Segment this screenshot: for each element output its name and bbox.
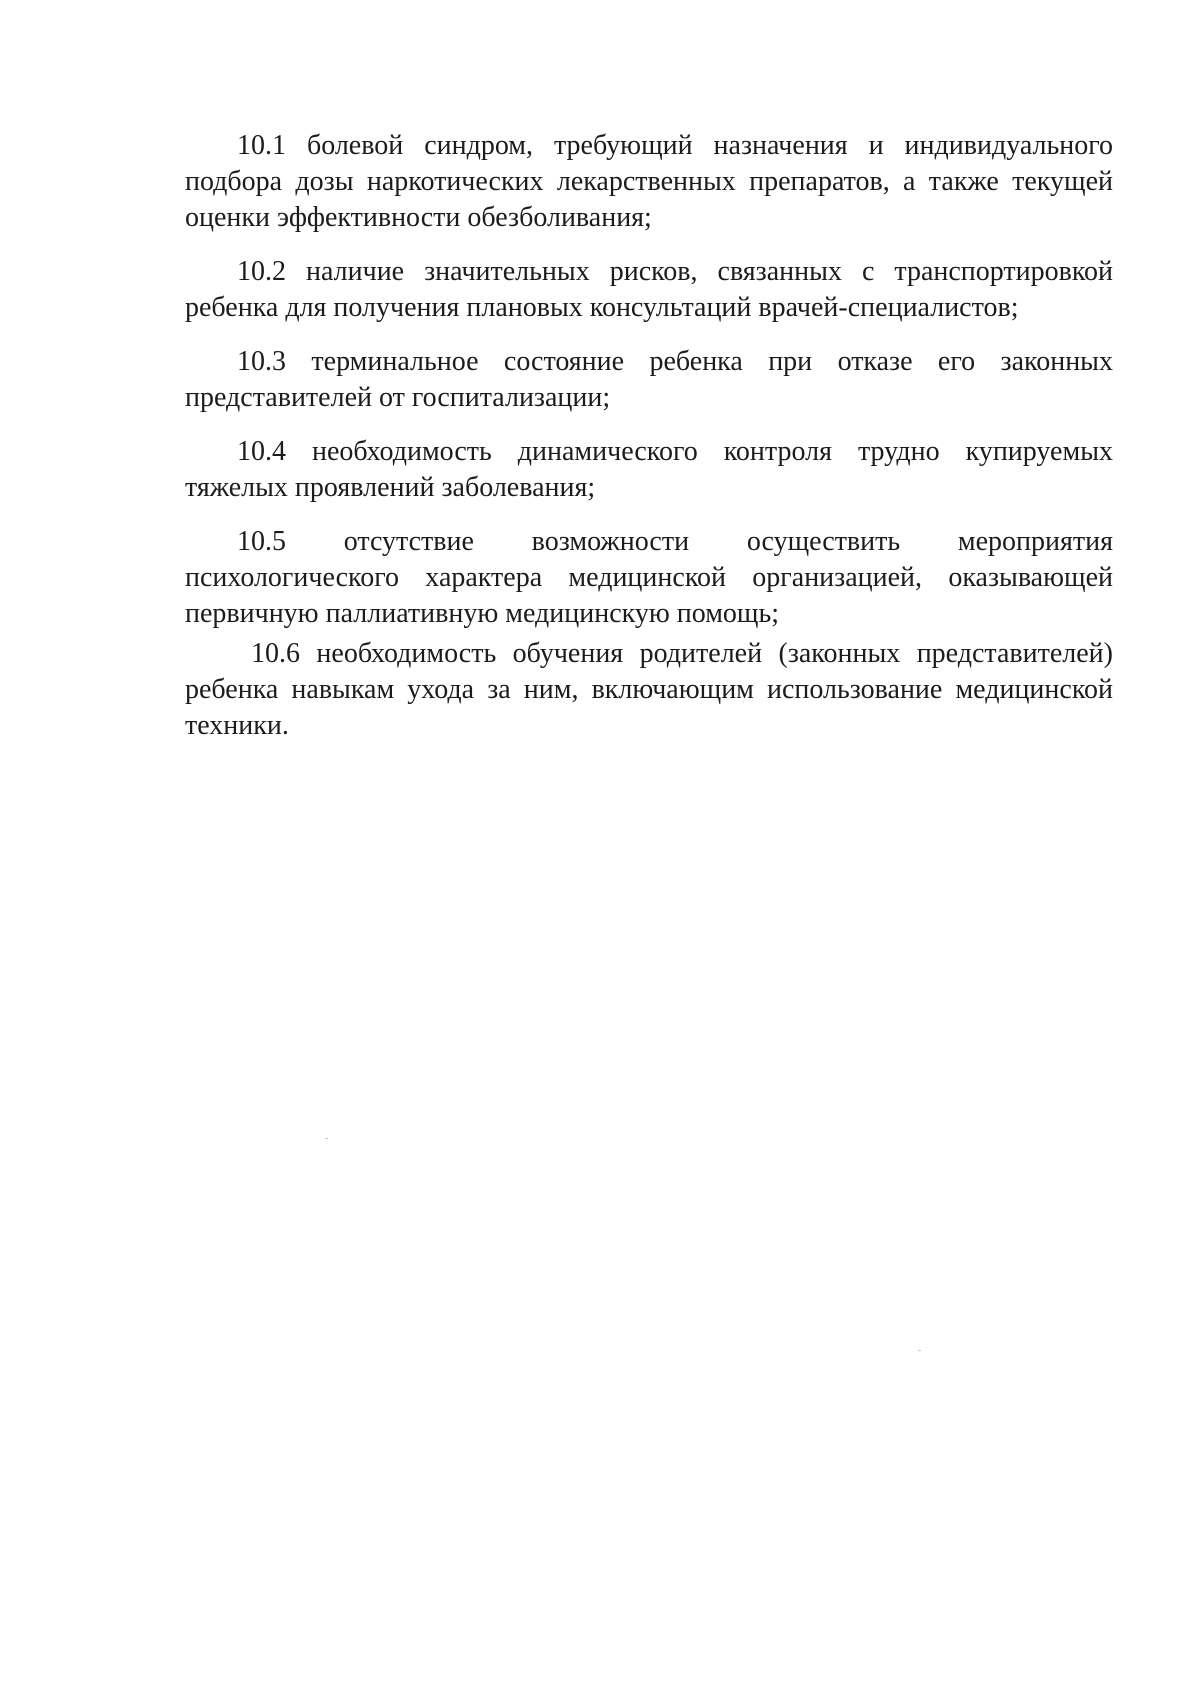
item-number: 10.3: [237, 346, 286, 377]
item-number: 10.2: [237, 256, 286, 287]
document-body: [185, 128, 1113, 744]
item-number: 10.4: [237, 436, 286, 467]
item-text: болевой синдром, требующий назначения и индивидуального подбора дозы наркотических лекарственных препаратов, а также текущей оценки эффективности обезболивания;: [185, 130, 1114, 233]
list-item-10-3: [185, 344, 1113, 416]
list-item-10-2: [185, 254, 1113, 326]
item-number: 10.5: [237, 526, 286, 557]
list-item-10-4: [185, 434, 1113, 506]
list-item-10-5: [185, 524, 1113, 632]
list-item-10-1: [185, 128, 1113, 236]
scan-speck: [918, 1350, 921, 1351]
item-text: необходимость обучения родителей (законных представителей) ребенка навыкам ухода за ним, включающим использование медицинской техники.: [185, 638, 1113, 741]
item-text: отсутствие возможности осуществить мероприятия психологического характера медицинской организацией, оказывающей первичную паллиативную медицинскую помощь;: [185, 526, 1113, 629]
item-number: 10.1: [237, 130, 286, 161]
scan-speck: [325, 1138, 328, 1139]
item-text: наличие значительных рисков, связанных с транспортировкой ребенка для получения плановых консультаций врачей-специалистов;: [185, 256, 1114, 323]
item-text: необходимость динамического контроля трудно купируемых тяжелых проявлений заболевания;: [185, 436, 1114, 503]
item-text: терминальное состояние ребенка при отказе его законных представителей от госпитализации;: [185, 346, 1113, 413]
list-item-10-6: [185, 636, 1113, 744]
item-number: 10.6: [251, 638, 300, 669]
